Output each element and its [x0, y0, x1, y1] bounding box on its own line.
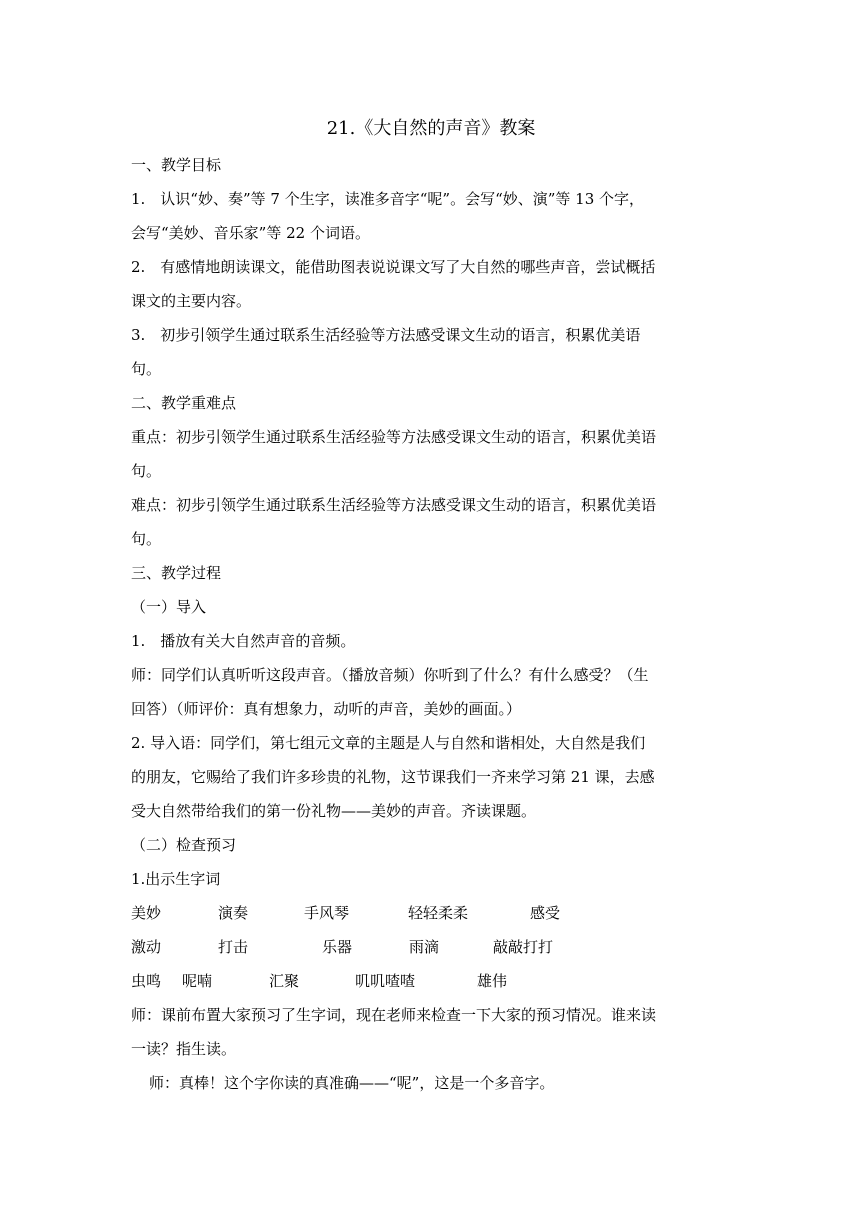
intro-step-2-line-3: 受大自然带给我们的第一份礼物——美妙的声音。齐读课题。 — [131, 802, 537, 820]
vocab-word: 手风琴 — [304, 904, 350, 922]
intro-step-2-line-2: 的朋友，它赐给了我们许多珍贵的礼物，这节课我们一齐来学习第 21 课，去感 — [131, 768, 655, 786]
vocab-row-3 — [131, 964, 731, 998]
key-point-line-2: 句。 — [131, 462, 162, 480]
objective-3-line-1: 3. 初步引领学生通过联系生活经验等方法感受课文生动的语言，积累优美语 — [131, 326, 641, 344]
intro-step-2-line-1: 2. 导入语：同学们，第七组元文章的主题是人与自然和谐相处，大自然是我们 — [131, 734, 646, 752]
objective-2-line-2: 课文的主要内容。 — [131, 292, 252, 310]
vocab-word: 叽叽喳喳 — [355, 972, 416, 990]
teacher-line-2: 回答）（师评价：真有想象力，动听的声音，美妙的画面。） — [131, 700, 522, 718]
vocab-row-2 — [131, 930, 731, 964]
teacher-line-1: 师：同学们认真听听这段声音。（播放音频）你听到了什么？有什么感受？（生 — [131, 666, 649, 684]
vocab-word: 演奏 — [218, 904, 249, 922]
teacher-praise-line: 师：真棒！这个字你读的真准确——“呢”，这是一个多音字。 — [149, 1074, 555, 1092]
section-heading-key-points: 二、教学重难点 — [131, 394, 237, 412]
intro-step-1: 1. 播放有关大自然声音的音频。 — [131, 632, 356, 650]
vocab-word: 乐器 — [322, 938, 353, 956]
document-title: 21.《大自然的声音》教案 — [326, 118, 536, 139]
vocab-word: 汇聚 — [269, 972, 300, 990]
section-heading-objectives: 一、教学目标 — [131, 156, 222, 174]
teacher-check-line-2: 一读？指生读。 — [131, 1040, 237, 1058]
vocab-word: 轻轻柔柔 — [408, 904, 469, 922]
document-body — [131, 110, 731, 1100]
vocab-word: 雨滴 — [409, 938, 440, 956]
objective-3-line-2: 句。 — [131, 360, 162, 378]
vocab-row-1 — [131, 896, 731, 930]
teacher-check-line-1: 师：课前布置大家预习了生字词，现在老师来检查一下大家的预习情况。谁来读 — [131, 1006, 657, 1024]
objective-1-line-1: 1. 认识“妙、奏”等 7 个生字，读准多音字“呢”。会写“妙、演”等 13 个字， — [131, 190, 645, 208]
vocab-word: 敲敲打打 — [493, 938, 554, 956]
key-point-line-1: 重点：初步引领学生通过联系生活经验等方法感受课文生动的语言，积累优美语 — [131, 428, 657, 446]
vocab-word: 呢喃 — [182, 972, 213, 990]
vocab-word: 雄伟 — [477, 972, 508, 990]
objective-1-line-2: 会写“美妙、音乐家”等 22 个词语。 — [131, 224, 370, 242]
vocab-word: 打击 — [218, 938, 249, 956]
vocab-word: 美妙 — [131, 904, 162, 922]
vocab-word: 感受 — [530, 904, 561, 922]
difficult-point-line-2: 句。 — [131, 530, 162, 548]
difficult-point-line-1: 难点：初步引领学生通过联系生活经验等方法感受课文生动的语言，积累优美语 — [131, 496, 657, 514]
section-heading-process: 三、教学过程 — [131, 564, 222, 582]
vocab-word: 虫鸣 — [131, 972, 162, 990]
vocab-word: 激动 — [131, 938, 162, 956]
new-words-heading: 1.出示生字词 — [131, 870, 221, 888]
subheading-introduction: （一）导入 — [131, 598, 207, 616]
objective-2-line-1: 2. 有感情地朗读课文，能借助图表说说课文写了大自然的哪些声音，尝试概括 — [131, 258, 656, 276]
subheading-preview-check: （二）检查预习 — [131, 836, 237, 854]
